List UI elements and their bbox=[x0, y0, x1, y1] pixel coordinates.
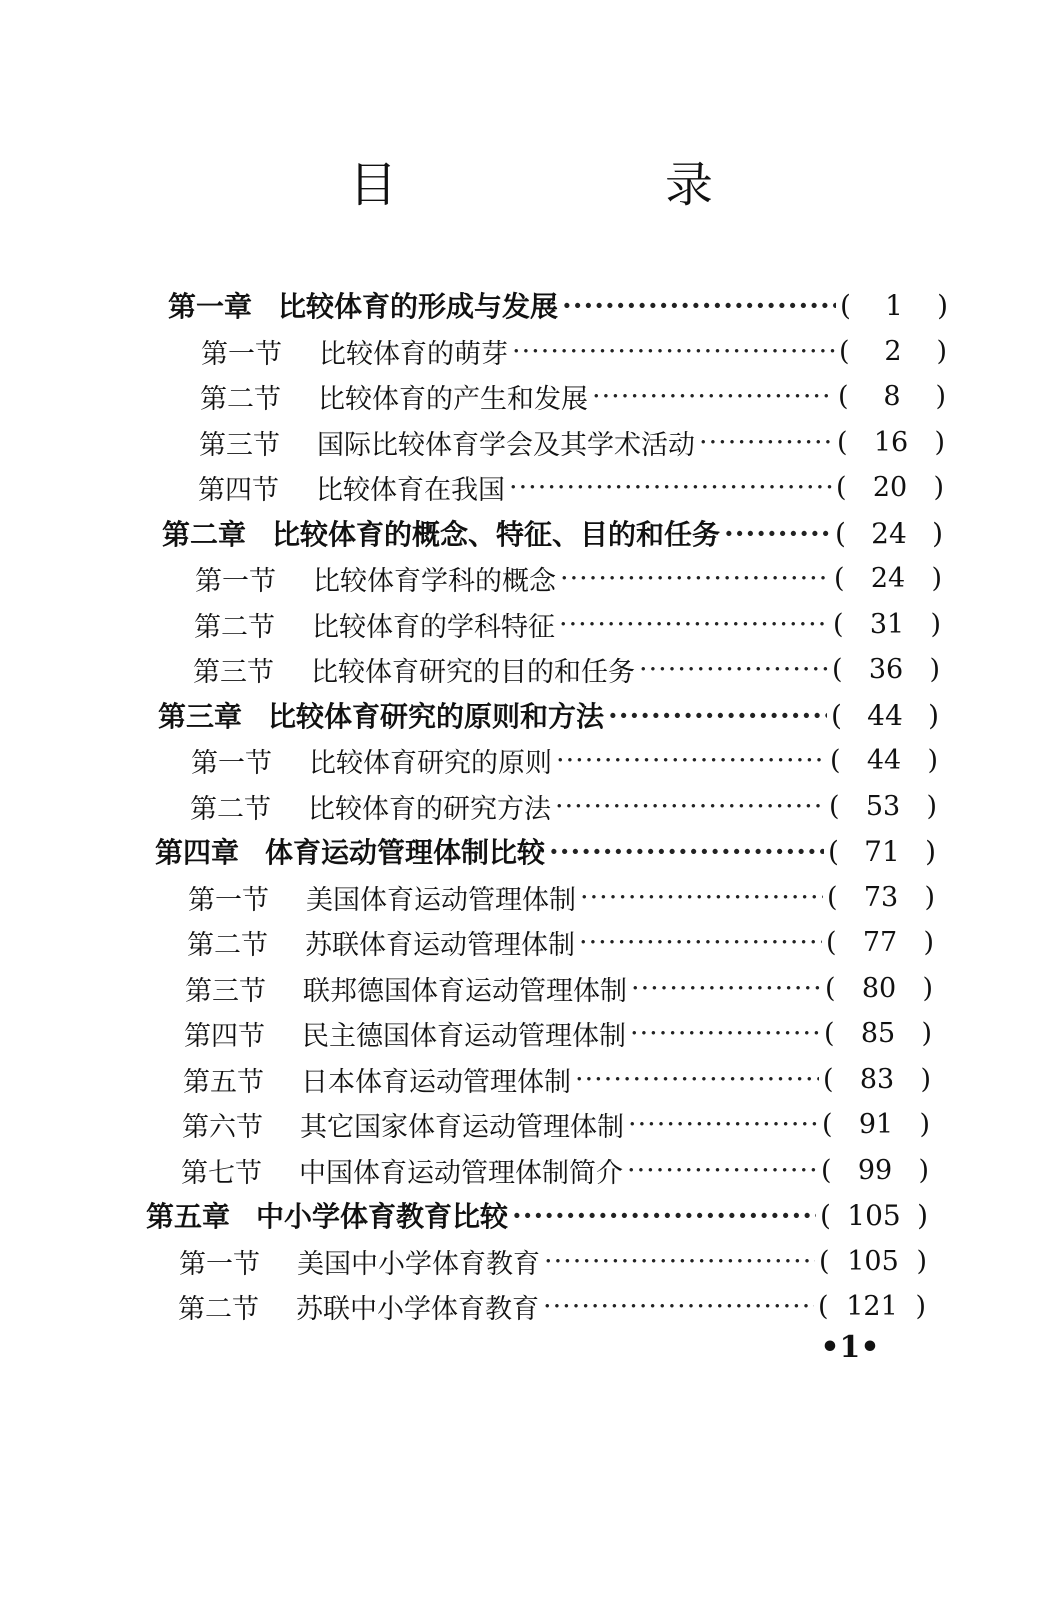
close-paren: ) bbox=[932, 516, 943, 550]
toc-section-row bbox=[179, 1238, 927, 1284]
toc-page-ref bbox=[828, 835, 936, 868]
close-paren: ) bbox=[916, 1245, 927, 1277]
open-paren: ( bbox=[819, 1245, 830, 1277]
toc-entry-title: 美国体育运动管理体制 bbox=[306, 884, 576, 916]
toc-entry-title: 苏联中小学体育教育 bbox=[296, 1293, 539, 1325]
close-paren: ) bbox=[937, 288, 948, 322]
toc-section-row bbox=[198, 464, 944, 510]
toc-page-number: 44 bbox=[867, 698, 903, 732]
open-paren: ( bbox=[818, 1290, 829, 1322]
toc-dot-leader bbox=[592, 381, 834, 412]
toc-section-row bbox=[184, 1010, 932, 1056]
toc-page-ref bbox=[824, 1018, 932, 1049]
toc-page-number: 105 bbox=[847, 1198, 901, 1232]
toc-entry-title: 比较体育研究的目的和任务 bbox=[311, 656, 635, 688]
toc-page-ref bbox=[836, 472, 944, 503]
toc-page-ref bbox=[823, 1064, 931, 1095]
toc-entry-number: 第二节 bbox=[200, 383, 281, 415]
toc-page-number: 44 bbox=[866, 744, 902, 776]
toc-entry-title: 比较体育的萌芽 bbox=[319, 338, 508, 370]
toc-page-ref bbox=[822, 1109, 930, 1140]
toc-entry-number: 第一节 bbox=[201, 338, 282, 370]
toc-entry-number: 第二节 bbox=[194, 611, 275, 643]
toc-chapter-row bbox=[158, 692, 939, 738]
open-paren: ( bbox=[834, 562, 845, 594]
toc-dot-leader bbox=[549, 835, 824, 868]
toc-dot-leader bbox=[579, 927, 822, 958]
toc-page-number: 8 bbox=[883, 380, 901, 412]
toc-page-number: 85 bbox=[860, 1017, 896, 1049]
toc-section-row bbox=[195, 555, 942, 601]
toc-entry-number: 第二节 bbox=[178, 1293, 259, 1325]
toc-section-row bbox=[181, 1147, 929, 1193]
toc-entry-title: 比较体育的研究方法 bbox=[308, 793, 551, 825]
toc-dot-leader bbox=[555, 791, 825, 822]
toc-dot-leader bbox=[580, 882, 823, 913]
toc-entry-title: 比较体育的形成与发展 bbox=[278, 290, 559, 323]
close-paren: ) bbox=[919, 1108, 930, 1140]
toc-dot-leader bbox=[512, 336, 835, 367]
toc-page-ref bbox=[821, 1155, 929, 1186]
toc-page-ref bbox=[831, 699, 939, 732]
toc-page-number: 16 bbox=[873, 426, 909, 458]
toc-page-number: 36 bbox=[868, 653, 904, 685]
toc-entry-title: 比较体育在我国 bbox=[316, 474, 505, 506]
open-paren: ( bbox=[820, 1198, 831, 1232]
close-paren: ) bbox=[931, 562, 942, 594]
open-paren: ( bbox=[835, 516, 846, 550]
toc-page-number: 83 bbox=[859, 1063, 895, 1095]
toc-dot-leader bbox=[628, 1109, 818, 1140]
page-title: 目 录 bbox=[348, 157, 823, 213]
toc-page-ref bbox=[834, 563, 942, 594]
toc-entry-number: 第一节 bbox=[195, 565, 276, 597]
toc-page-ref bbox=[825, 973, 933, 1004]
close-paren: ) bbox=[936, 335, 947, 367]
toc-dot-leader bbox=[556, 745, 826, 776]
toc-dot-leader bbox=[631, 973, 821, 1004]
toc-page-ref bbox=[839, 336, 947, 367]
open-paren: ( bbox=[830, 744, 841, 776]
open-paren: ( bbox=[829, 790, 840, 822]
toc-entry-title: 日本体育运动管理体制 bbox=[301, 1066, 571, 1098]
toc-page-ref bbox=[832, 654, 940, 685]
close-paren: ) bbox=[918, 1154, 929, 1186]
toc-entry-number: 第四章 bbox=[155, 836, 240, 869]
close-paren: ) bbox=[925, 834, 936, 868]
toc-dot-leader bbox=[639, 654, 828, 685]
toc-section-row bbox=[187, 919, 934, 965]
toc-chapter-row bbox=[155, 828, 936, 874]
toc-section-row bbox=[201, 328, 947, 374]
close-paren: ) bbox=[930, 608, 941, 640]
toc-section-row bbox=[194, 601, 941, 647]
toc-page-number: 73 bbox=[863, 881, 899, 913]
toc-entry-number: 第一节 bbox=[191, 747, 272, 779]
toc-entry-title: 比较体育学科的概念 bbox=[313, 565, 556, 597]
toc-section-row bbox=[200, 373, 946, 419]
toc-entry-number: 第三章 bbox=[158, 700, 243, 733]
toc-page-number: 24 bbox=[870, 562, 906, 594]
toc-page-number: 77 bbox=[862, 926, 898, 958]
toc-page-number: 121 bbox=[846, 1290, 898, 1322]
toc-page-number: 53 bbox=[865, 790, 901, 822]
toc-page-number: 71 bbox=[864, 834, 900, 868]
toc-entry-title: 其它国家体育运动管理体制 bbox=[300, 1111, 624, 1143]
toc-entry-number: 第一章 bbox=[168, 290, 253, 323]
toc-page-ref bbox=[830, 745, 938, 776]
toc-section-row bbox=[183, 1056, 931, 1102]
toc-entry-number: 第一节 bbox=[179, 1248, 260, 1280]
open-paren: ( bbox=[823, 1063, 834, 1095]
toc-entry-number: 第三节 bbox=[199, 429, 280, 461]
open-paren: ( bbox=[833, 608, 844, 640]
toc-entry-number: 第一节 bbox=[188, 884, 269, 916]
toc-section-row bbox=[193, 646, 940, 692]
close-paren: ) bbox=[935, 380, 946, 412]
toc-page-number: 105 bbox=[847, 1245, 899, 1277]
open-paren: ( bbox=[826, 926, 837, 958]
toc-dot-leader bbox=[699, 427, 833, 458]
open-paren: ( bbox=[821, 1154, 832, 1186]
toc-dot-leader bbox=[544, 1246, 815, 1277]
toc-page-ref bbox=[818, 1291, 926, 1322]
toc-entry-title: 联邦德国体育运动管理体制 bbox=[303, 975, 627, 1007]
close-paren: ) bbox=[924, 881, 935, 913]
toc-page-number: 20 bbox=[872, 471, 908, 503]
toc-dot-leader bbox=[543, 1291, 814, 1322]
toc-section-row bbox=[188, 874, 935, 920]
toc-dot-leader bbox=[562, 289, 836, 322]
toc-section-row bbox=[190, 783, 937, 829]
toc-dot-leader bbox=[575, 1064, 819, 1095]
toc-dot-leader bbox=[559, 609, 829, 640]
toc-page-number: 31 bbox=[869, 608, 905, 640]
toc-page-number: 2 bbox=[884, 335, 902, 367]
toc-entry-title: 中小学体育教育比较 bbox=[256, 1200, 509, 1233]
toc-entry-number: 第四节 bbox=[184, 1020, 265, 1052]
toc-entry-number: 第三节 bbox=[185, 975, 266, 1007]
open-paren: ( bbox=[840, 288, 851, 322]
toc-page-number: 24 bbox=[871, 516, 907, 550]
toc-dot-leader bbox=[608, 699, 827, 732]
close-paren: ) bbox=[926, 790, 937, 822]
close-paren: ) bbox=[933, 471, 944, 503]
close-paren: ) bbox=[927, 744, 938, 776]
toc-page-ref bbox=[819, 1246, 927, 1277]
open-paren: ( bbox=[822, 1108, 833, 1140]
toc-page-ref bbox=[833, 609, 941, 640]
toc-entry-title: 比较体育的学科特征 bbox=[312, 611, 555, 643]
toc-dot-leader bbox=[627, 1155, 817, 1186]
close-paren: ) bbox=[920, 1063, 931, 1095]
toc-page-ref bbox=[838, 381, 946, 412]
open-paren: ( bbox=[838, 380, 849, 412]
toc-entry-title: 中国体育运动管理体制简介 bbox=[299, 1157, 623, 1189]
open-paren: ( bbox=[839, 335, 850, 367]
toc-entry-title: 美国中小学体育教育 bbox=[297, 1248, 540, 1280]
open-paren: ( bbox=[831, 698, 842, 732]
open-paren: ( bbox=[825, 972, 836, 1004]
close-paren: ) bbox=[915, 1290, 926, 1322]
toc-entry-number: 第五节 bbox=[183, 1066, 264, 1098]
toc-page-number: 99 bbox=[857, 1154, 893, 1186]
toc-entry-title: 比较体育研究的原则 bbox=[309, 747, 552, 779]
toc-section-row bbox=[185, 965, 933, 1011]
toc-entry-number: 第二节 bbox=[190, 793, 271, 825]
toc-page-ref bbox=[829, 791, 937, 822]
close-paren: ) bbox=[917, 1198, 928, 1232]
toc-section-row bbox=[178, 1283, 926, 1329]
toc-entry-number: 第三节 bbox=[193, 656, 274, 688]
page-number: •1• bbox=[820, 1330, 880, 1365]
toc-page-number: 91 bbox=[858, 1108, 894, 1140]
open-paren: ( bbox=[824, 1017, 835, 1049]
toc-entry-number: 第六节 bbox=[182, 1111, 263, 1143]
toc-dot-leader bbox=[724, 517, 831, 550]
toc-entry-title: 苏联体育运动管理体制 bbox=[305, 929, 575, 961]
close-paren: ) bbox=[922, 972, 933, 1004]
toc-chapter-row bbox=[168, 282, 948, 328]
toc-entry-title: 比较体育研究的原则和方法 bbox=[268, 700, 605, 733]
toc-page-ref bbox=[835, 517, 943, 550]
open-paren: ( bbox=[828, 834, 839, 868]
toc-section-row bbox=[191, 737, 938, 783]
toc-section-row bbox=[182, 1101, 930, 1147]
open-paren: ( bbox=[837, 426, 848, 458]
toc-chapter-row bbox=[162, 510, 943, 556]
toc-entry-number: 第五章 bbox=[146, 1200, 231, 1233]
close-paren: ) bbox=[929, 653, 940, 685]
close-paren: ) bbox=[923, 926, 934, 958]
toc-entry-title: 民主德国体育运动管理体制 bbox=[302, 1020, 626, 1052]
toc-entry-number: 第二节 bbox=[187, 929, 268, 961]
open-paren: ( bbox=[836, 471, 847, 503]
toc-page-number: 80 bbox=[861, 972, 897, 1004]
toc-dot-leader bbox=[509, 472, 832, 503]
open-paren: ( bbox=[827, 881, 838, 913]
toc-entry-number: 第七节 bbox=[181, 1157, 262, 1189]
toc-entry-title: 体育运动管理体制比较 bbox=[265, 836, 546, 869]
toc-entry-number: 第四节 bbox=[198, 474, 279, 506]
toc-dot-leader bbox=[512, 1199, 816, 1232]
toc-entry-title: 比较体育的产生和发展 bbox=[318, 383, 588, 415]
toc-page-ref bbox=[840, 289, 948, 322]
toc-page-ref bbox=[820, 1199, 928, 1232]
toc-page-ref bbox=[837, 427, 945, 458]
toc-entry-number: 第二章 bbox=[162, 518, 247, 551]
toc-page-number: 1 bbox=[885, 288, 903, 322]
close-paren: ) bbox=[928, 698, 939, 732]
close-paren: ) bbox=[934, 426, 945, 458]
toc-section-row bbox=[199, 419, 945, 465]
toc-entry-title: 比较体育的概念、特征、目的和任务 bbox=[272, 518, 721, 551]
close-paren: ) bbox=[921, 1017, 932, 1049]
toc-chapter-row bbox=[146, 1192, 928, 1238]
toc-dot-leader bbox=[630, 1018, 820, 1049]
toc-page-ref bbox=[826, 927, 934, 958]
open-paren: ( bbox=[832, 653, 843, 685]
toc-entry-title: 国际比较体育学会及其学术活动 bbox=[317, 429, 695, 461]
toc-dot-leader bbox=[560, 563, 830, 594]
toc-page-ref bbox=[827, 882, 935, 913]
